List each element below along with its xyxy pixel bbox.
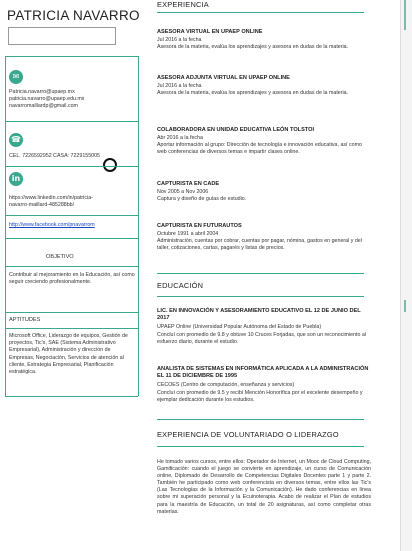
divider — [5, 328, 138, 329]
degree-institution: CECOES (Centro de computación, enseñanza y servicios) — [157, 382, 295, 388]
job-date: Abr 2016 a la fecha — [157, 135, 203, 141]
left-border-line — [5, 56, 6, 396]
job-title: ASESORA ADJUNTA VIRTUAL EN UPAEP ONLINE — [157, 75, 290, 81]
volunteer-heading: EXPERIENCIA DE VOLUNTARIADO O LIDERAZGO — [157, 430, 339, 439]
email-1[interactable]: Patricia.navarro@upaep.mx — [9, 89, 75, 95]
divider — [5, 56, 138, 57]
resume-name: PATRICIA NAVARRO — [7, 8, 140, 23]
scrollbar-mark — [404, 0, 406, 30]
email-2[interactable]: patricia.navarro@upaep.edu.mx — [9, 96, 85, 103]
job-date: Octubre 1991 a abril 2004 — [157, 231, 219, 237]
divider — [5, 166, 138, 167]
divider — [5, 121, 138, 122]
heading-rule — [157, 446, 364, 447]
phone-numbers: CEL. 7226592952 CASA: 7229155005 — [9, 153, 101, 159]
job-date: Jul 2016 a la fecha — [157, 37, 202, 43]
facebook-link[interactable] — [9, 222, 137, 229]
divider — [5, 215, 138, 216]
job-date: Jul 2016 a la fecha — [157, 83, 202, 89]
phone-icon: ☎ — [9, 133, 23, 147]
volunteer-text: He tomado varios cursos, entre ellos: Operador de Internet, un Mooc de Cloud Computing, Gamificación: cuando el juego se convierte en aprendizaje, un curso de Comunicación online, Diplomado de Desarrollo de Competencias Digitales Docentes parte 1 y parte 2. También he participado como web conferencista en diversos temas, entre ellos las Tic's (Las Tecnologías de la Información y la Comunicación). He dado conferencias en línea sobre mi superación personal y la Ecuinoterapia. Acabo de realizar el Plan de estudios para la maestría de Educación, un total de 20 asignaturas, así como completar otras materias. — [157, 459, 371, 515]
job-description: Captura y diseño de guías de estudio. — [157, 196, 247, 202]
linkedin-icon: in — [9, 172, 23, 186]
degree-description: Concluí con promedio de 9.8 y obtuve 10 Cruces Forjadas, que son un reconocimiento al esfuerzo diario, durante el estudio. — [157, 332, 367, 346]
degree-title: ANALISTA DE SISTEMAS EN INFORMÁTICA APLICADA A LA ADMINISTRACIÓN EL 11 DE DICIEMBRE DE 1995 — [157, 366, 369, 379]
email-3[interactable]: navarromaillardp@gmail.com — [9, 103, 78, 110]
degree-title: LIC. EN INNOVACIÓN Y ASESORAMIENTO EDUCATIVO EL 12 DE JUNIO DEL 2017 — [157, 308, 361, 321]
experience-heading: EXPERIENCIA — [157, 0, 209, 9]
job-title: CAPTURISTA EN CADE — [157, 181, 220, 187]
job-description: Administración, cuentas por cobrar, cuentas por pagar, nómina, gastos en general y del taller, cotizaciones, cartas, pagarés y listas de precios. — [157, 238, 362, 252]
email-list — [9, 89, 137, 111]
job-date: Nov 2005 a Nov 2006 — [157, 189, 209, 195]
objective-text: Contribuir al mejoramiento en la Educación, así como seguir creciendo profesionalmente. — [9, 272, 135, 286]
degree-institution: UPAEP Online (Universidad Popular Autónoma del Estado de Puebla) — [157, 324, 322, 330]
job-title: ASESORA VIRTUAL EN UPAEP ONLINE — [157, 29, 263, 35]
linkedin-line-2: navarro-maillard-485288bb/ — [9, 202, 75, 209]
degree-description: Concluí con promedio de 9.5 y recibí Mención Honorífica por el excelente desempeño y ejemplar dedicación durante los estudios. — [157, 390, 363, 404]
job-description: Aportar información al grupo: Dirección de tecnología e innovación educativa, así como web conferencias de diversos temas e impartir clases online. — [157, 142, 362, 156]
divider — [5, 396, 138, 397]
mouse-cursor-ring — [103, 158, 117, 172]
linkedin-line-1: https://www.linkedin.com/in/patricia- — [9, 195, 93, 201]
objective-label: OBJETIVO — [46, 254, 74, 260]
job-title: CAPTURISTA EN FUTURAUTOS — [157, 223, 242, 229]
heading-rule — [157, 296, 364, 297]
email-icon: ✉ — [9, 70, 23, 84]
education-heading: EDUCACIÓN — [157, 281, 204, 290]
job-description: Asesora de la materia, evalúa los aprendizajes y asesora en dudas de la materia. — [157, 44, 349, 50]
linkedin-url[interactable] — [9, 195, 137, 209]
job-title: COLABORADORA EN UNIDAD EDUCATIVA LEÓN TOLSTOI — [157, 127, 315, 133]
column-divider — [138, 56, 139, 396]
divider — [5, 238, 138, 239]
job-description: Asesora de la materia, evalúa los aprendizajes y asesora en dudas de la materia. — [157, 90, 349, 96]
heading-rule — [157, 419, 364, 420]
heading-rule — [157, 273, 364, 274]
facebook-url[interactable]: http://www.facebook.com/pnavarrom — [9, 222, 95, 228]
vertical-scrollbar[interactable] — [400, 0, 412, 551]
scrollbar-mark — [404, 300, 406, 312]
heading-rule — [157, 12, 364, 13]
name-text-box[interactable] — [8, 27, 116, 45]
skills-text: Microsoft Office, Liderazgo de equipos, Gestión de proyectos, Tic's, SAE (Sistema Administrativo Empresarial), Administración y dirección de Empresas, Negociación, Servicios de atención al cliente, Estrategia Empresarial, Planificación estratégica. — [9, 333, 128, 376]
divider — [5, 266, 138, 267]
divider — [5, 312, 138, 313]
skills-label: APTITUDES — [9, 317, 41, 323]
